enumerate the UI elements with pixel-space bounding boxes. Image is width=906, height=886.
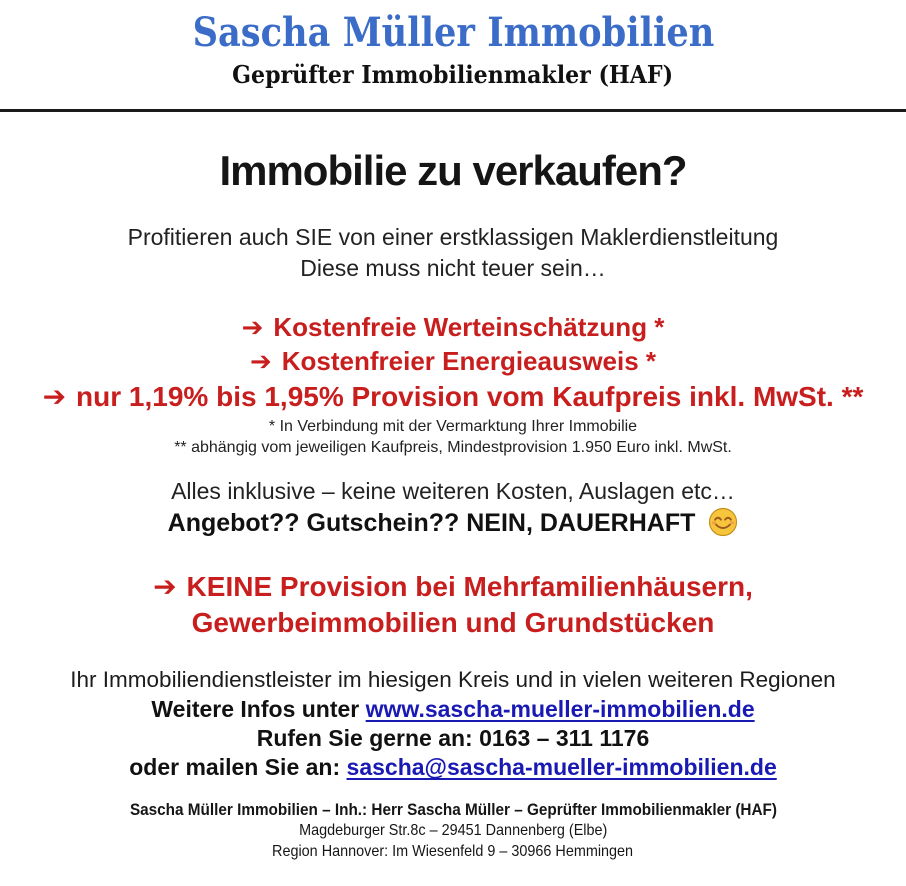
region-line: Ihr Immobiliendienstleister im hiesigen Kreis und in vielen weiteren Regionen [70,667,836,693]
benefit-item-valuation [0,311,906,345]
brand-subtitle-text: Geprüfter Immobilienmakler (HAF) [232,60,674,89]
footnote-1: * In Verbindung mit der Vermarktung Ihrer Immobilie [268,418,638,436]
benefit-list [0,311,906,415]
footer-address-line [0,821,906,842]
footer-region-text: Region Hannover: Im Wiesenfeld 9 – 30966 Hemmingen [272,842,634,860]
email-link[interactable]: sascha@sascha-mueller-immobilien.de [346,754,777,781]
arrow-icon: ➔ [153,570,177,602]
smiling-face-icon [708,507,738,537]
benefit-item-label: nur 1,19% bis 1,95% Provision vom Kaufpreis inkl. MwSt. ** [76,380,864,412]
no-commission-line-1 [0,569,906,605]
header-divider [0,109,906,112]
offer-line-text: Angebot?? Gutschein?? NEIN, DAUERHAFT [167,508,696,537]
footnote-2: ** abhängig vom jeweiligen Kaufpreis, Mindestprovision 1.950 Euro inkl. MwSt. [174,439,732,457]
all-inclusive-line: Alles inklusive – keine weiteren Kosten, Auslagen etc… [171,477,735,504]
benefit-item-energy-certificate [0,345,906,379]
brand-title-text: Sascha Müller Immobilien [192,9,714,56]
email-line [0,753,906,782]
website-line [0,695,906,724]
arrow-icon: ➔ [241,312,264,343]
brand-title [0,0,906,56]
contact-block [0,695,906,783]
footer-company-text: Sascha Müller Immobilien – Inh.: Herr Sascha Müller – Geprüfter Immobilienmakler (HAF) [129,799,777,819]
benefit-item-commission [0,379,906,415]
brand-subtitle [0,60,906,89]
page-title: Immobilie zu verkaufen? [219,147,687,194]
no-commission-text-1: KEINE Provision bei Mehrfamilienhäusern, [186,570,753,602]
offer-line [0,507,906,541]
email-line-prefix: oder mailen Sie an: [129,754,347,781]
footer-company-line [0,799,906,821]
header [0,0,906,89]
phone-line: Rufen Sie gerne an: 0163 – 311 1176 [256,725,650,752]
intro-line-2: Diese muss nicht teuer sein… [300,254,606,281]
no-commission-line-2: Gewerbeimmobilien und Grundstücken [191,606,715,638]
footer-region-line [0,842,906,863]
footer [0,799,906,863]
intro-paragraph [0,222,906,283]
arrow-icon: ➔ [42,380,67,412]
footnotes [0,417,906,459]
website-link[interactable]: www.sascha-mueller-immobilien.de [365,695,755,722]
benefit-item-label: Kostenfreier Energieausweis * [281,346,657,377]
website-line-prefix: Weitere Infos unter [151,695,366,722]
main-content [0,148,906,783]
no-commission-block [0,569,906,642]
arrow-icon: ➔ [249,346,272,377]
footer-address-text: Magdeburger Str.8c – 29451 Dannenberg (Elbe) [298,822,608,839]
benefit-item-label: Kostenfreie Werteinschätzung * [273,312,665,343]
intro-line-1: Profitieren auch SIE von einer erstklassigen Maklerdienstleitung [127,224,779,251]
